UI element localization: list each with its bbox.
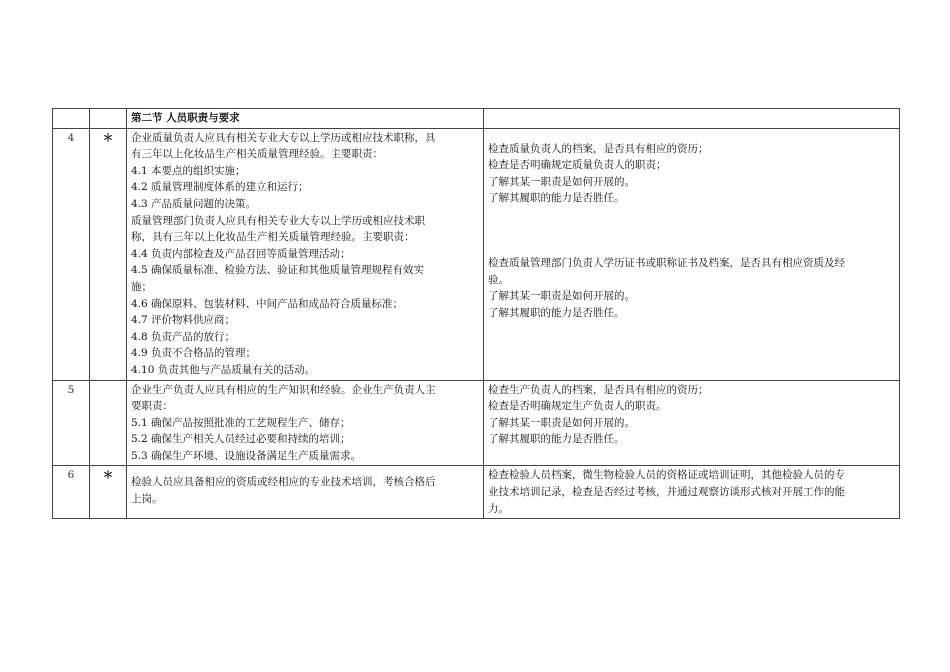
requirement-cell xyxy=(127,128,484,380)
requirement-line: 4.9 负责不合格品的管理； xyxy=(131,347,257,360)
requirement-line: 检验人员应具备相应的资质或经相应的专业技术培训，考核合格后 xyxy=(131,476,436,489)
item-number: 5 xyxy=(53,380,90,466)
requirement-line: 有三年以上化妆品生产相关质量管理经验。主要职责： xyxy=(131,148,383,161)
requirement-line: 要职责： xyxy=(131,400,173,413)
item-number: 4 xyxy=(53,128,90,380)
check-line: 业技术培训记录，检查是否经过考核，并通过观察访谈形式核对开展工作的能 xyxy=(488,486,845,499)
check-spacer xyxy=(488,207,895,255)
section-title: 第二节 人员职责与要求 xyxy=(127,109,484,129)
requirement-line: 4.2 质量管理制度体系的建立和运行； xyxy=(131,181,309,194)
requirement-line: 4.5 确保质量标准、检验方法、验证和其他质量管理规程有效实 xyxy=(131,264,425,277)
section-header-row xyxy=(53,109,900,129)
requirement-line: 4.4 负责内部检查及产品召回等质量管理活动； xyxy=(131,247,351,260)
check-method-cell xyxy=(484,128,900,380)
check-line: 了解其某一职责是如何开展的。 xyxy=(488,290,635,303)
check-line: 检查质量负责人的档案，是否具有相应的资历； xyxy=(488,142,709,155)
requirement-cell xyxy=(127,380,484,466)
check-line: 了解其某一职责是如何开展的。 xyxy=(488,416,635,429)
requirement-line: 施； xyxy=(131,280,152,293)
check-line: 了解其某一职责是如何开展的。 xyxy=(488,175,635,188)
check-line: 了解其履职的能力是否胜任。 xyxy=(488,306,625,319)
requirement-line: 4.3 产品质量问题的决策。 xyxy=(131,197,257,210)
requirement-line: 5.1 确保产品按照批准的工艺规程生产、储存； xyxy=(131,416,351,429)
requirement-line: 4.10 负责其他与产品质量有关的活动。 xyxy=(131,363,316,376)
table-row xyxy=(53,466,900,519)
check-line: 检查是否明确规定质量负责人的职责； xyxy=(488,159,667,172)
check-method-cell xyxy=(484,466,900,519)
check-line: 了解其履职的能力是否胜任。 xyxy=(488,433,625,446)
requirement-line: 企业质量负责人应具有相关专业大专以上学历或相应技术职称，具 xyxy=(131,131,436,144)
check-method-cell xyxy=(484,380,900,466)
check-line: 检查质量管理部门负责人学历证书或职称证书及档案，是否具有相应资质及经 xyxy=(488,256,845,269)
requirement-line: 4.6 确保原料、包装材料、中间产品和成品符合质量标准； xyxy=(131,297,404,310)
item-number: 6 xyxy=(53,466,90,519)
requirement-line: 企业生产负责人应具有相应的生产知识和经验。企业生产负责人主 xyxy=(131,383,436,396)
requirement-line: 上岗。 xyxy=(131,493,163,506)
table-row xyxy=(53,128,900,380)
key-item-mark: ＊ xyxy=(90,128,127,380)
requirement-line: 质量管理部门负责人应具有相关专业大专以上学历或相应技术职 xyxy=(131,214,425,227)
inspection-table xyxy=(52,108,900,519)
check-line: 力。 xyxy=(488,502,509,515)
check-line: 验。 xyxy=(488,273,509,286)
requirement-line: 5.3 确保生产环境、设施设备满足生产质量需求。 xyxy=(131,449,362,462)
requirement-line: 4.7 评价物料供应商； xyxy=(131,314,236,327)
requirement-line: 4.8 负责产品的放行； xyxy=(131,330,236,343)
table-row xyxy=(53,380,900,466)
requirement-cell xyxy=(127,466,484,519)
section-num-cell xyxy=(53,109,90,129)
key-item-mark xyxy=(90,380,127,466)
check-line: 了解其履职的能力是否胜任。 xyxy=(488,192,625,205)
section-key-cell xyxy=(90,109,127,129)
requirement-line: 5.2 确保生产相关人员经过必要和持续的培训； xyxy=(131,433,351,446)
check-line: 检查检验人员档案，微生物检验人员的资格证或培训证明，其他检验人员的专 xyxy=(488,469,845,482)
check-line: 检查是否明确规定生产负责人的职责。 xyxy=(488,400,667,413)
key-item-mark: ＊ xyxy=(90,466,127,519)
section-check-cell xyxy=(484,109,900,129)
requirement-line: 称，具有三年以上化妆品生产相关质量管理经验。主要职责： xyxy=(131,231,415,244)
check-line: 检查生产负责人的档案，是否具有相应的资历； xyxy=(488,383,709,396)
requirement-line: 4.1 本要点的组织实施； xyxy=(131,164,246,177)
